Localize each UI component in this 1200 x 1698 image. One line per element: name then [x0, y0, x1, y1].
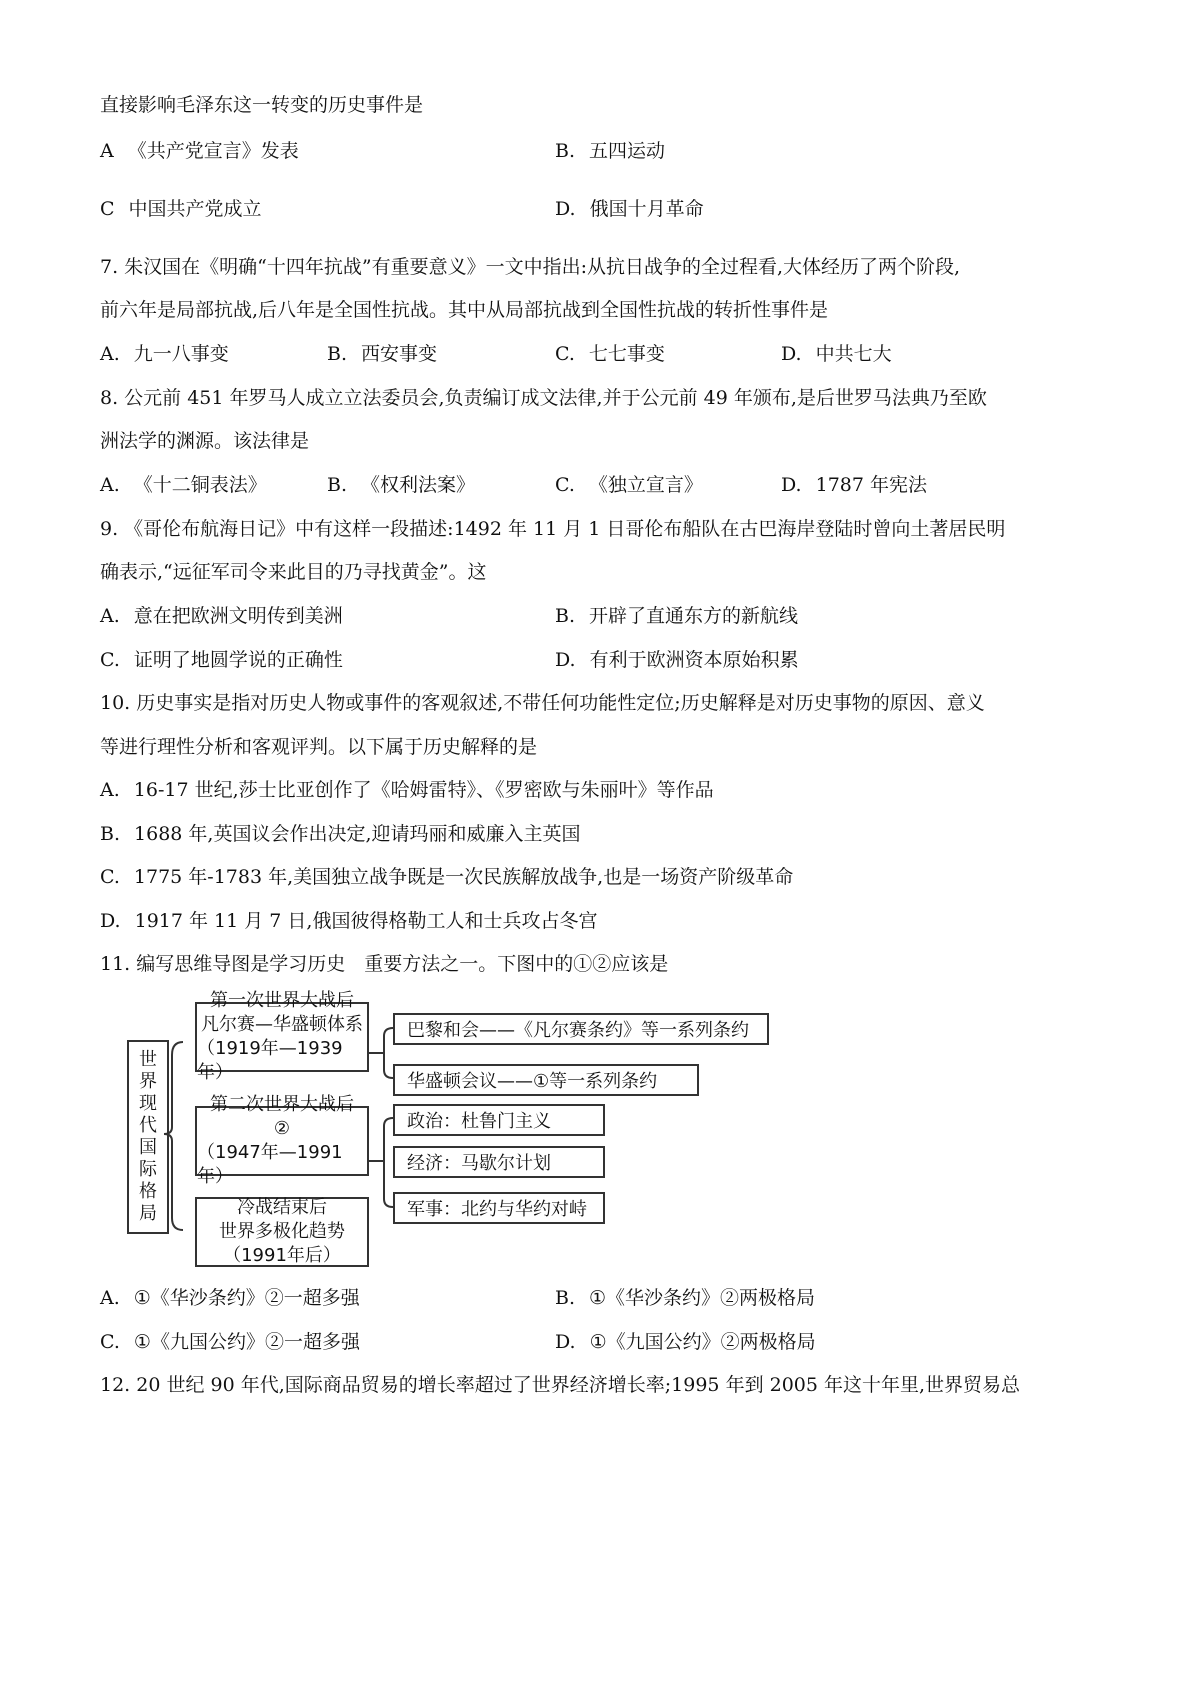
- option-text: 七七事变: [588, 343, 665, 365]
- option-letter: C.: [555, 343, 575, 365]
- stage3-line: 冷战结束后: [237, 1197, 327, 1218]
- root-char: 际: [139, 1159, 157, 1180]
- option-text: ①《九国公约》②两极格局: [589, 1331, 816, 1353]
- option-text: 意在把欧洲文明传到美洲: [133, 605, 343, 627]
- option-letter: D.: [781, 343, 802, 365]
- root-char: 代: [139, 1115, 157, 1136]
- option-letter: C.: [100, 866, 120, 888]
- stage3-line: （1991年后）: [223, 1245, 341, 1266]
- option-text: 1688 年,英国议会作出决定,迎请玛丽和威廉入主英国: [134, 823, 581, 845]
- option-letter: B.: [100, 823, 121, 845]
- stage1-line: 凡尔赛—华盛顿体系: [201, 1014, 363, 1035]
- option-text: 开辟了直通东方的新航线: [589, 605, 799, 627]
- q9-stem-line1: 9. 《哥伦布航海日记》中有这样一段描述:1492 年 11 月 1 日哥伦布船队在古巴海岸登陆时曾向土著居民明: [100, 518, 1006, 540]
- option-letter: D.: [100, 910, 121, 932]
- stage1-line: （1919年—1939年）: [197, 1038, 343, 1083]
- option-letter: C.: [100, 649, 120, 671]
- q8-stem-line1: 8. 公元前 451 年罗马人成立立法委员会,负责编订成文法律,并于公元前 49 年颁布,是后世罗马法典乃至欧: [100, 387, 987, 409]
- q6-stem-end: 直接影响毛泽东这一转变的历史事件是: [100, 94, 424, 116]
- option-text: 证明了地圆学说的正确性: [133, 649, 343, 671]
- option-letter: B.: [327, 474, 348, 496]
- option-letter: D.: [781, 474, 802, 496]
- q11-option-c: [100, 1329, 360, 1355]
- option-text: 有利于欧洲资本原始积累: [589, 649, 799, 671]
- q11-option-a: [100, 1285, 360, 1311]
- stage2-item: 经济：马歇尔计划: [393, 1146, 605, 1178]
- option-text: 《独立宣言》: [588, 474, 703, 496]
- q10-stem-line1: 10. 历史事实是指对历史人物或事件的客观叙述,不带任何功能性定位;历史解释是对历史事物的原因、意义: [100, 692, 985, 714]
- option-letter: C.: [555, 474, 575, 496]
- option-letter: C: [100, 198, 115, 220]
- option-letter: A.: [100, 474, 120, 496]
- option-letter: A.: [100, 605, 120, 627]
- stage2-line: 第二次世界大战后: [210, 1094, 354, 1115]
- option-letter: A: [100, 140, 114, 162]
- option-letter: B.: [555, 1287, 576, 1309]
- option-letter: B.: [555, 140, 576, 162]
- root-char: 现: [139, 1093, 157, 1114]
- option-text: 1917 年 11 月 7 日,俄国彼得格勒工人和士兵攻占冬宫: [134, 910, 598, 932]
- option-letter: D.: [555, 649, 576, 671]
- mind-map-root: [127, 1040, 169, 1234]
- option-text: ①《华沙条约》②两极格局: [589, 1287, 816, 1309]
- q7-stem-line2: 前六年是局部抗战,后八年是全国性抗战。其中从局部抗战到全国性抗战的转折性事件是: [100, 299, 829, 321]
- stage2-item: 军事：北约与华约对峙: [393, 1192, 605, 1224]
- stage1-box: [195, 990, 369, 1083]
- stage2-line: （1947年—1991年）: [197, 1142, 343, 1187]
- option-letter: A.: [100, 1287, 120, 1309]
- q11-option-b: [555, 1285, 815, 1311]
- stage2-box: [195, 1094, 369, 1187]
- option-letter: B.: [555, 605, 576, 627]
- q11-stem-line1: 11. 编写思维导图是学习历史 重要方法之一。下图中的①②应该是: [100, 953, 669, 975]
- q11-option-d: [555, 1329, 816, 1355]
- q10-stem-line2: 等进行理性分析和客观评判。以下属于历史解释的是: [100, 736, 538, 758]
- root-char: 格: [139, 1181, 157, 1202]
- root-char: 世: [139, 1049, 157, 1070]
- stage2-brace: [384, 1118, 393, 1207]
- stage2-line: ②: [273, 1118, 291, 1139]
- q8-stem-line2: 洲法学的渊源。该法律是: [100, 430, 310, 452]
- q7-stem-line1: 7. 朱汉国在《明确“十四年抗战”有重要意义》一文中指出:从抗日战争的全过程看,大体经历了两个阶段,: [100, 256, 961, 278]
- option-letter: D.: [555, 198, 576, 220]
- option-text: 中共七大: [815, 343, 892, 365]
- option-letter: B.: [327, 343, 348, 365]
- root-char: 国: [139, 1137, 157, 1158]
- option-text: ①《九国公约》②一超多强: [133, 1331, 360, 1353]
- stage3-line: 世界多极化趋势: [219, 1221, 345, 1242]
- option-letter: A.: [100, 779, 120, 801]
- stage1-brace: [384, 1028, 393, 1078]
- option-text: 九一八事变: [133, 343, 229, 365]
- stage2-item: 政治：杜鲁门主义: [393, 1104, 605, 1136]
- option-text: 16-17 世纪,莎士比亚创作了《哈姆雷特》、《罗密欧与朱丽叶》等作品: [133, 779, 714, 801]
- option-letter: D.: [555, 1331, 576, 1353]
- option-text: 《十二铜表法》: [133, 474, 267, 496]
- option-text: 俄国十月革命: [589, 198, 704, 220]
- stage1-item: 华盛顿会议——①等一系列条约: [393, 1064, 699, 1096]
- stage1-line: 第一次世界大战后: [210, 990, 354, 1011]
- root-char: 局: [139, 1203, 157, 1224]
- root-char: 界: [139, 1071, 157, 1092]
- option-text: 1775 年-1783 年,美国独立战争既是一次民族解放战争,也是一场资产阶级革命: [133, 866, 794, 888]
- q9-stem-line2: 确表示,“远征军司令来此目的乃寻找黄金”。这: [100, 561, 487, 583]
- stage3-box: [195, 1197, 369, 1267]
- option-text: 中国共产党成立: [128, 198, 262, 220]
- option-text: ①《华沙条约》②一超多强: [133, 1287, 360, 1309]
- option-text: 西安事变: [361, 343, 438, 365]
- option-text: 《共产党宣言》发表: [127, 140, 299, 162]
- q12-stem-line1: 12. 20 世纪 90 年代,国际商品贸易的增长率超过了世界经济增长率;1995 年到 2005 年这十年里,世界贸易总: [100, 1374, 1021, 1396]
- option-text: 1787 年宪法: [815, 474, 928, 496]
- option-text: 五四运动: [589, 140, 666, 162]
- option-text: 《权利法案》: [361, 474, 476, 496]
- option-letter: A.: [100, 343, 120, 365]
- stage1-item: 巴黎和会——《凡尔赛条约》等一系列条约: [393, 1013, 769, 1045]
- option-letter: C.: [100, 1331, 120, 1353]
